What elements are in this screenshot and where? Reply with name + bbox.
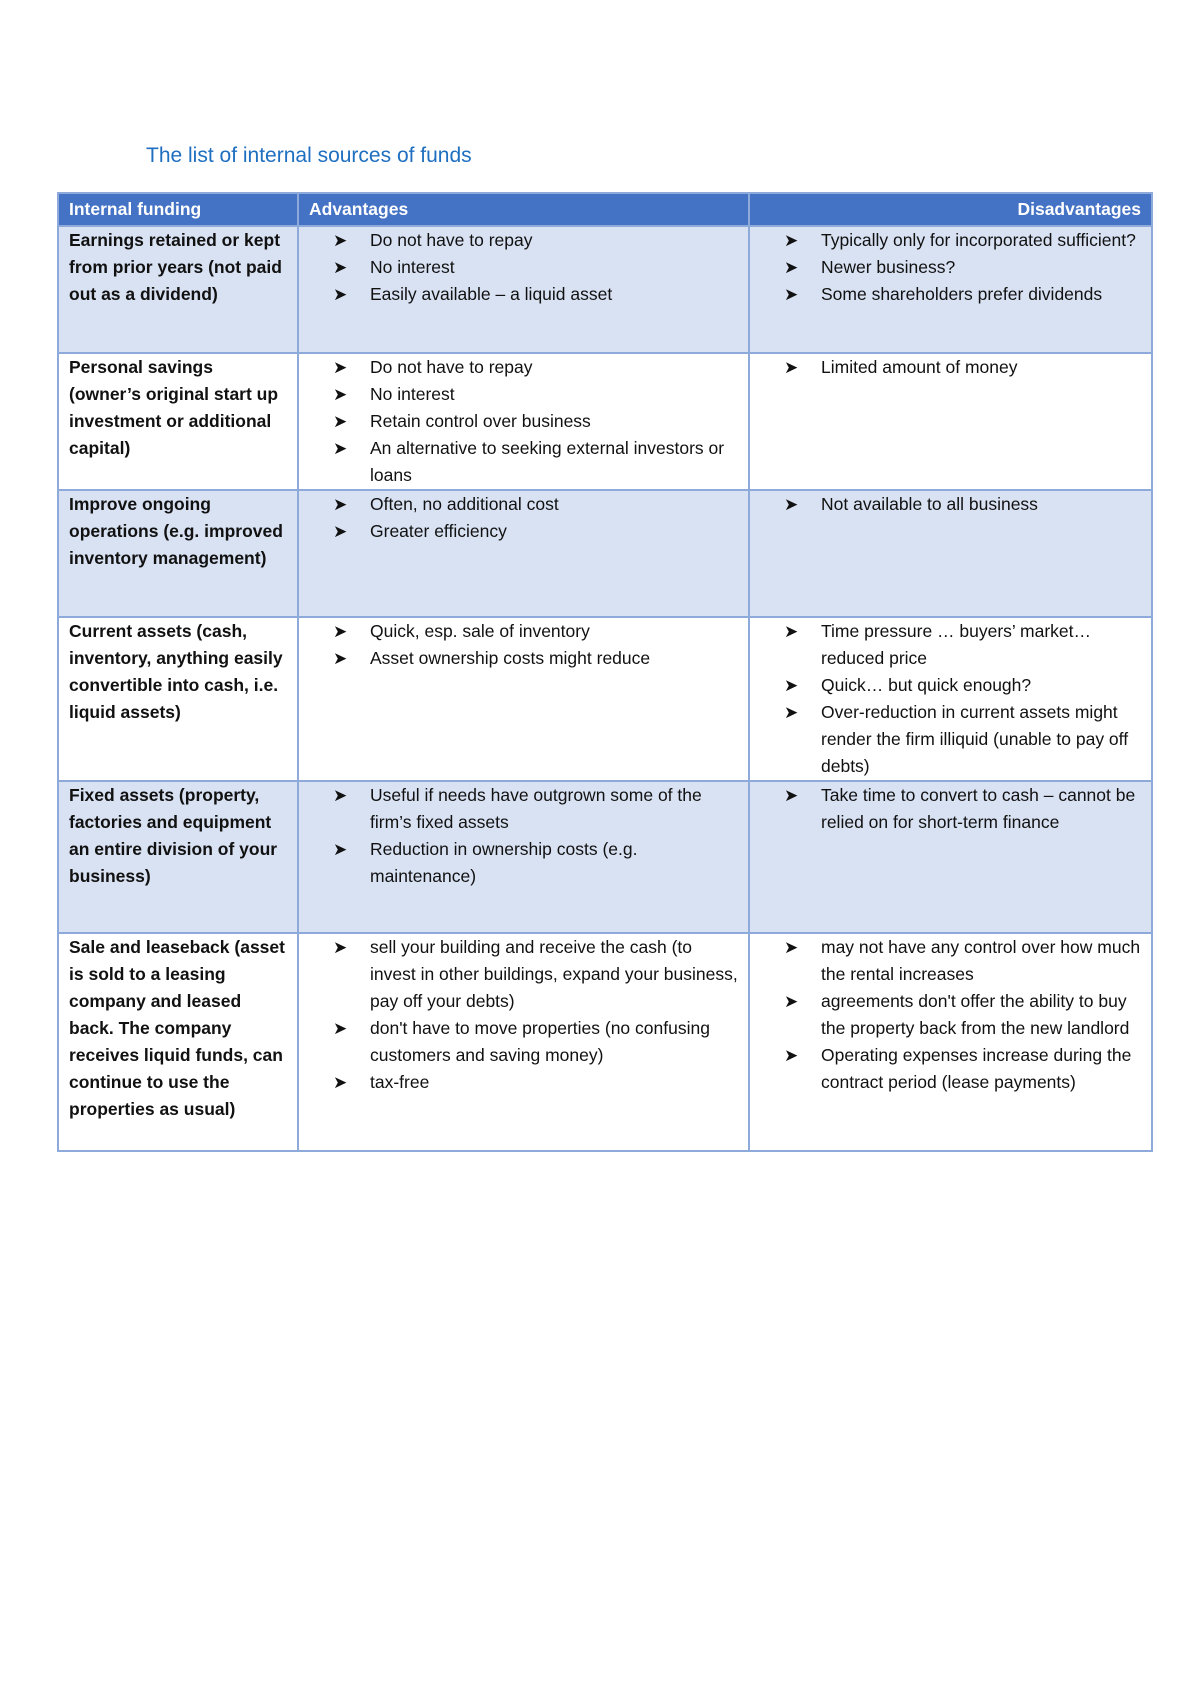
list-item: ➤ agreements don't offer the ability to buy the property back from the new landlord [821, 988, 1143, 1042]
list-item: ➤ Limited amount of money [821, 354, 1143, 381]
disadvantages-cell [749, 933, 1152, 1151]
disadvantages-cell [749, 226, 1152, 353]
list-item: ➤ Retain control over business [370, 408, 740, 435]
row-label: Fixed assets (property, factories and equipment an entire division of your business) [58, 781, 298, 933]
advantages-cell [298, 617, 749, 781]
list-item: ➤ An alternative to seeking external investors or loans [370, 435, 740, 489]
list-item: ➤ Take time to convert to cash – cannot be relied on for short-term finance [821, 782, 1143, 836]
header-advantages: Advantages [298, 193, 749, 226]
disadvantages-cell [749, 353, 1152, 490]
list-item: ➤ may not have any control over how much the rental increases [821, 934, 1143, 988]
list-item: ➤ Often, no additional cost [370, 491, 740, 518]
advantages-cell [298, 490, 749, 617]
list-item: ➤ No interest [370, 254, 740, 281]
table-row [58, 353, 1152, 490]
list-item: ➤ sell your building and receive the cash (to invest in other buildings, expand your business, pay off your debts) [370, 934, 740, 1015]
list-item: ➤ Do not have to repay [370, 227, 740, 254]
row-label: Improve ongoing operations (e.g. improved inventory management) [58, 490, 298, 617]
disadvantages-cell [749, 617, 1152, 781]
list-item: ➤ No interest [370, 381, 740, 408]
table-row [58, 490, 1152, 617]
list-item: ➤ Reduction in ownership costs (e.g. maintenance) [370, 836, 740, 890]
document-title: The list of internal sources of funds [146, 144, 472, 167]
list-item: ➤ Do not have to repay [370, 354, 740, 381]
table-row [58, 933, 1152, 1151]
row-label: Personal savings (owner’s original start up investment or additional capital) [58, 353, 298, 490]
list-item: ➤ Greater efficiency [370, 518, 740, 545]
advantages-cell [298, 353, 749, 490]
disadvantages-cell [749, 490, 1152, 617]
list-item: ➤ Easily available – a liquid asset [370, 281, 740, 308]
table-header-row [58, 193, 1152, 226]
list-item: ➤ Not available to all business [821, 491, 1143, 518]
row-label: Sale and leaseback (asset is sold to a leasing company and leased back. The company receives liquid funds, can continue to use the properties as usual) [58, 933, 298, 1151]
row-label: Current assets (cash, inventory, anything easily convertible into cash, i.e. liquid assets) [58, 617, 298, 781]
list-item: ➤ Useful if needs have outgrown some of the firm’s fixed assets [370, 782, 740, 836]
list-item: ➤ Over-reduction in current assets might render the firm illiquid (unable to pay off debts) [821, 699, 1143, 780]
advantages-cell [298, 226, 749, 353]
list-item: ➤ Typically only for incorporated sufficient? [821, 227, 1143, 254]
disadvantages-cell [749, 781, 1152, 933]
list-item: ➤ tax-free [370, 1069, 740, 1096]
list-item: ➤ Some shareholders prefer dividends [821, 281, 1143, 308]
list-item: ➤ Time pressure … buyers’ market… reduced price [821, 618, 1143, 672]
list-item: ➤ Asset ownership costs might reduce [370, 645, 740, 672]
table-row [58, 617, 1152, 781]
list-item: ➤ Operating expenses increase during the contract period (lease payments) [821, 1042, 1143, 1096]
internal-funds-table [57, 192, 1153, 1152]
header-disadvantages: Disadvantages [749, 193, 1152, 226]
list-item: ➤ Quick, esp. sale of inventory [370, 618, 740, 645]
advantages-cell [298, 933, 749, 1151]
list-item: ➤ don't have to move properties (no confusing customers and saving money) [370, 1015, 740, 1069]
list-item: ➤ Newer business? [821, 254, 1143, 281]
header-internal-funding: Internal funding [58, 193, 298, 226]
advantages-cell [298, 781, 749, 933]
table-row [58, 226, 1152, 353]
list-item: ➤ Quick… but quick enough? [821, 672, 1143, 699]
table-row [58, 781, 1152, 933]
row-label: Earnings retained or kept from prior years (not paid out as a dividend) [58, 226, 298, 353]
